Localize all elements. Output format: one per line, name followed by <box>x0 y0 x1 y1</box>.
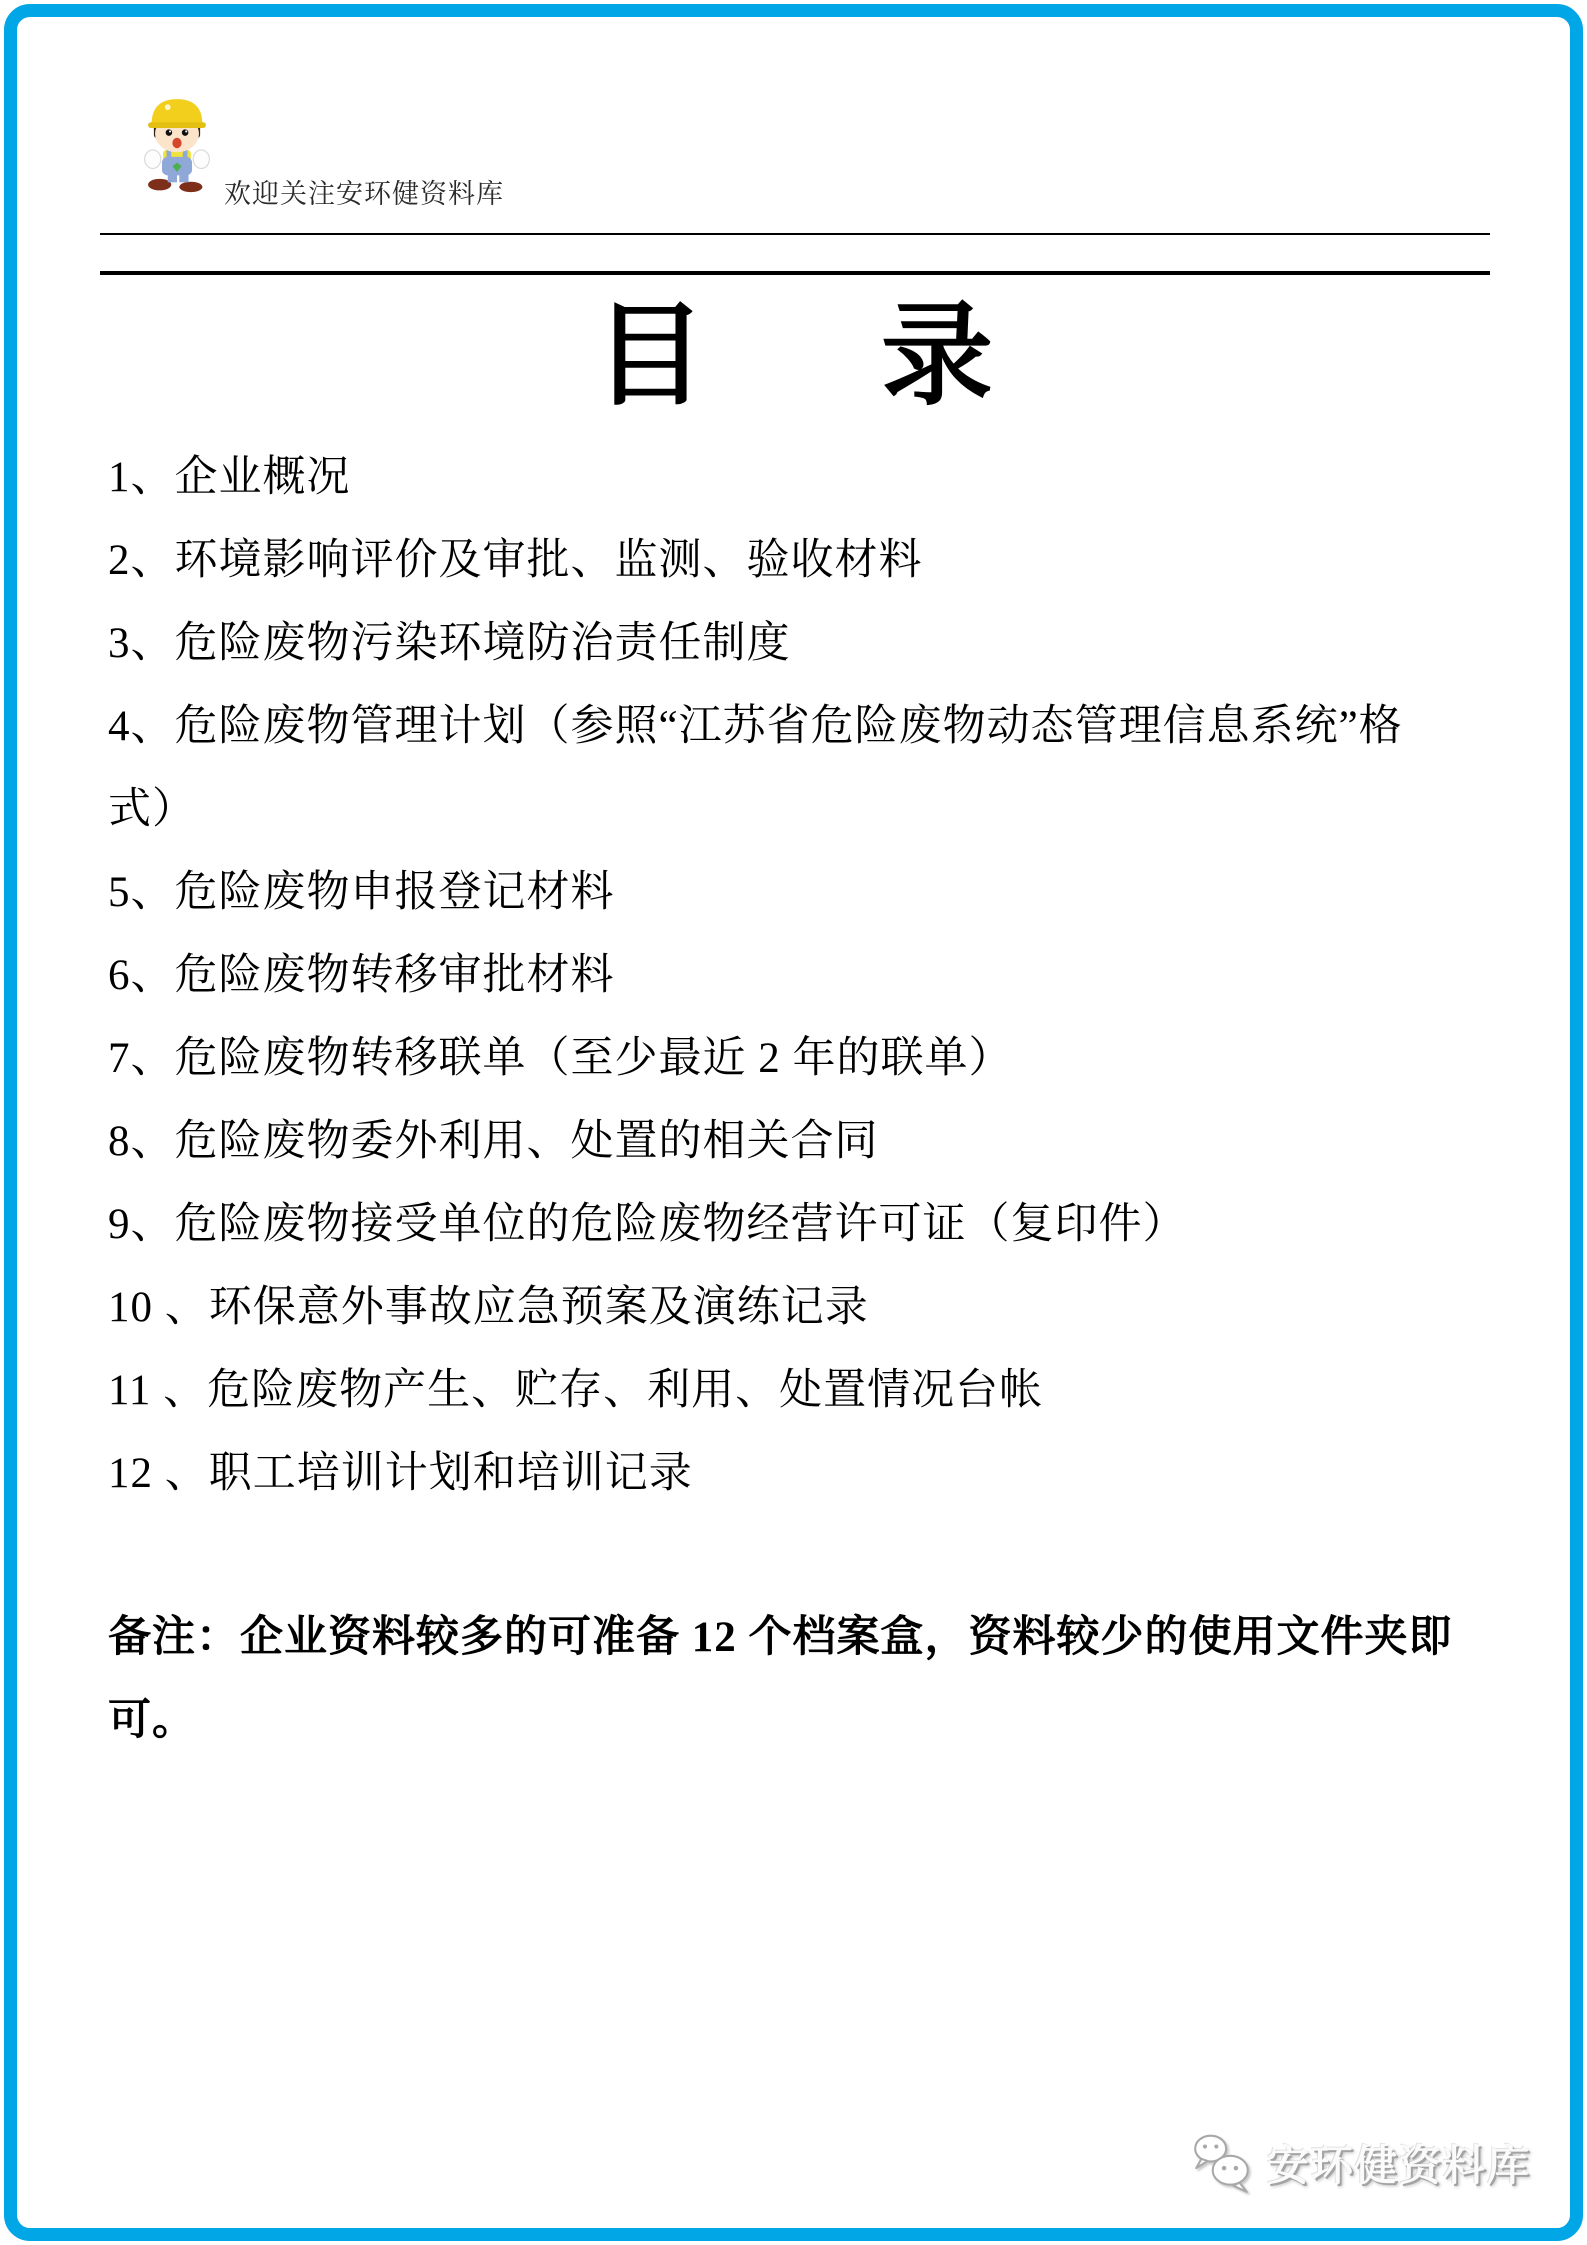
header-divider-thin <box>100 233 1490 235</box>
note-block <box>108 1596 1508 1762</box>
footer-brand <box>1187 2130 1531 2196</box>
toc-line-6: 6、危险废物转移审批材料 <box>108 952 615 999</box>
toc-line-8: 8、危险废物委外利用、处置的相关合同 <box>108 1118 879 1165</box>
footer-brand-text: 安环健资料库 <box>1266 2142 1531 2189</box>
header-brand-text: 欢迎关注安环健资料库 <box>224 179 504 209</box>
toc-line-3: 3、危险废物污染环境防治责任制度 <box>108 620 791 667</box>
toc-line-9: 9、危险废物接受单位的危险废物经营许可证（复印件） <box>108 1201 1187 1248</box>
page-title-char-1: 目 <box>594 295 706 419</box>
toc-line-4-cont: 式） <box>108 786 196 833</box>
toc-line-7: 7、危险废物转移联单（至少最近 2 年的联单） <box>108 1035 1013 1082</box>
toc-line-12: 12 、职工培训计划和培训记录 <box>108 1450 693 1497</box>
toc-line-4: 4、危险废物管理计划（参照“江苏省危险废物动态管理信息系统”格 <box>108 703 1403 750</box>
toc-line-10: 10 、环保意外事故应急预案及演练记录 <box>108 1284 869 1331</box>
worker-mascot-icon <box>140 88 214 198</box>
wechat-icon <box>1187 2130 1257 2196</box>
note-line-1: 备注：企业资料较多的可准备 12 个档案盒，资料较少的使用文件夹即 <box>108 1614 1453 1661</box>
toc-line-11: 11 、危险废物产生、贮存、利用、处置情况台帐 <box>108 1367 1044 1414</box>
header-divider-thick <box>100 271 1490 275</box>
toc-list <box>108 436 1508 1515</box>
toc-line-1: 1、企业概况 <box>108 454 351 501</box>
page-title-char-2: 录 <box>881 295 993 419</box>
page-title <box>0 296 1587 419</box>
note-line-2: 可。 <box>108 1697 196 1744</box>
toc-line-2: 2、环境影响评价及审批、监测、验收材料 <box>108 537 923 584</box>
toc-line-5: 5、危险废物申报登记材料 <box>108 869 615 916</box>
